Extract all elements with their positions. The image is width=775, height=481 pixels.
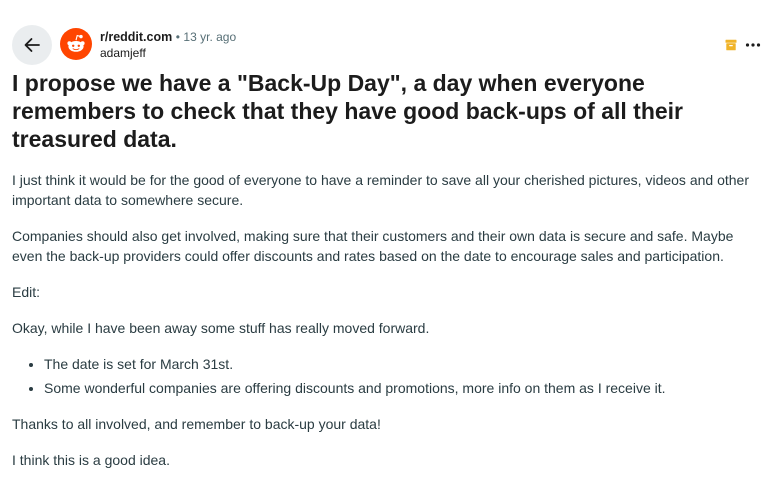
list-item: • Some wonderful companies are offering discounts and promotions, more info on them as I receive it. <box>44 378 767 398</box>
more-horizontal-icon <box>745 42 761 48</box>
body-paragraph: Companies should also get involved, making sure that their customers and their own data is secure and safe. Maybe even the back-up providers could offer discounts and rates based on the date to encourage sales and participation. <box>12 228 734 264</box>
body-paragraph: I think this is a good idea. <box>12 452 170 468</box>
post-meta <box>100 29 236 61</box>
archive-box-icon <box>725 39 737 51</box>
subreddit-avatar[interactable] <box>60 28 92 60</box>
arrow-left-icon <box>22 35 42 55</box>
body-paragraph: Edit: <box>12 284 41 300</box>
subreddit-link[interactable]: r/reddit.com <box>100 30 173 44</box>
post-title: I propose we have a "Back-Up Day", a day when everyone remembers to check that they have good back-ups of all their treasured data. <box>12 70 684 152</box>
author-link[interactable]: adamjeff <box>100 46 146 60</box>
post-body <box>12 170 767 481</box>
more-options-button[interactable] <box>743 31 763 59</box>
reddit-snoo-icon <box>64 32 88 56</box>
post-header <box>12 25 763 67</box>
body-bullet-list <box>12 354 767 398</box>
body-paragraph: Okay, while I have been away some stuff has really moved forward. <box>12 320 430 336</box>
meta-separator: • <box>175 30 180 44</box>
back-button[interactable] <box>12 25 52 65</box>
list-item: • The date is set for March 31st. <box>44 354 767 374</box>
body-paragraph: I just think it would be for the good of everyone to have a reminder to save all your cherished pictures, videos and other important data to somewhere secure. <box>12 172 749 208</box>
post-timestamp: 13 yr. ago <box>183 30 237 44</box>
body-paragraph: Thanks to all involved, and remember to back-up your data! <box>12 416 381 432</box>
